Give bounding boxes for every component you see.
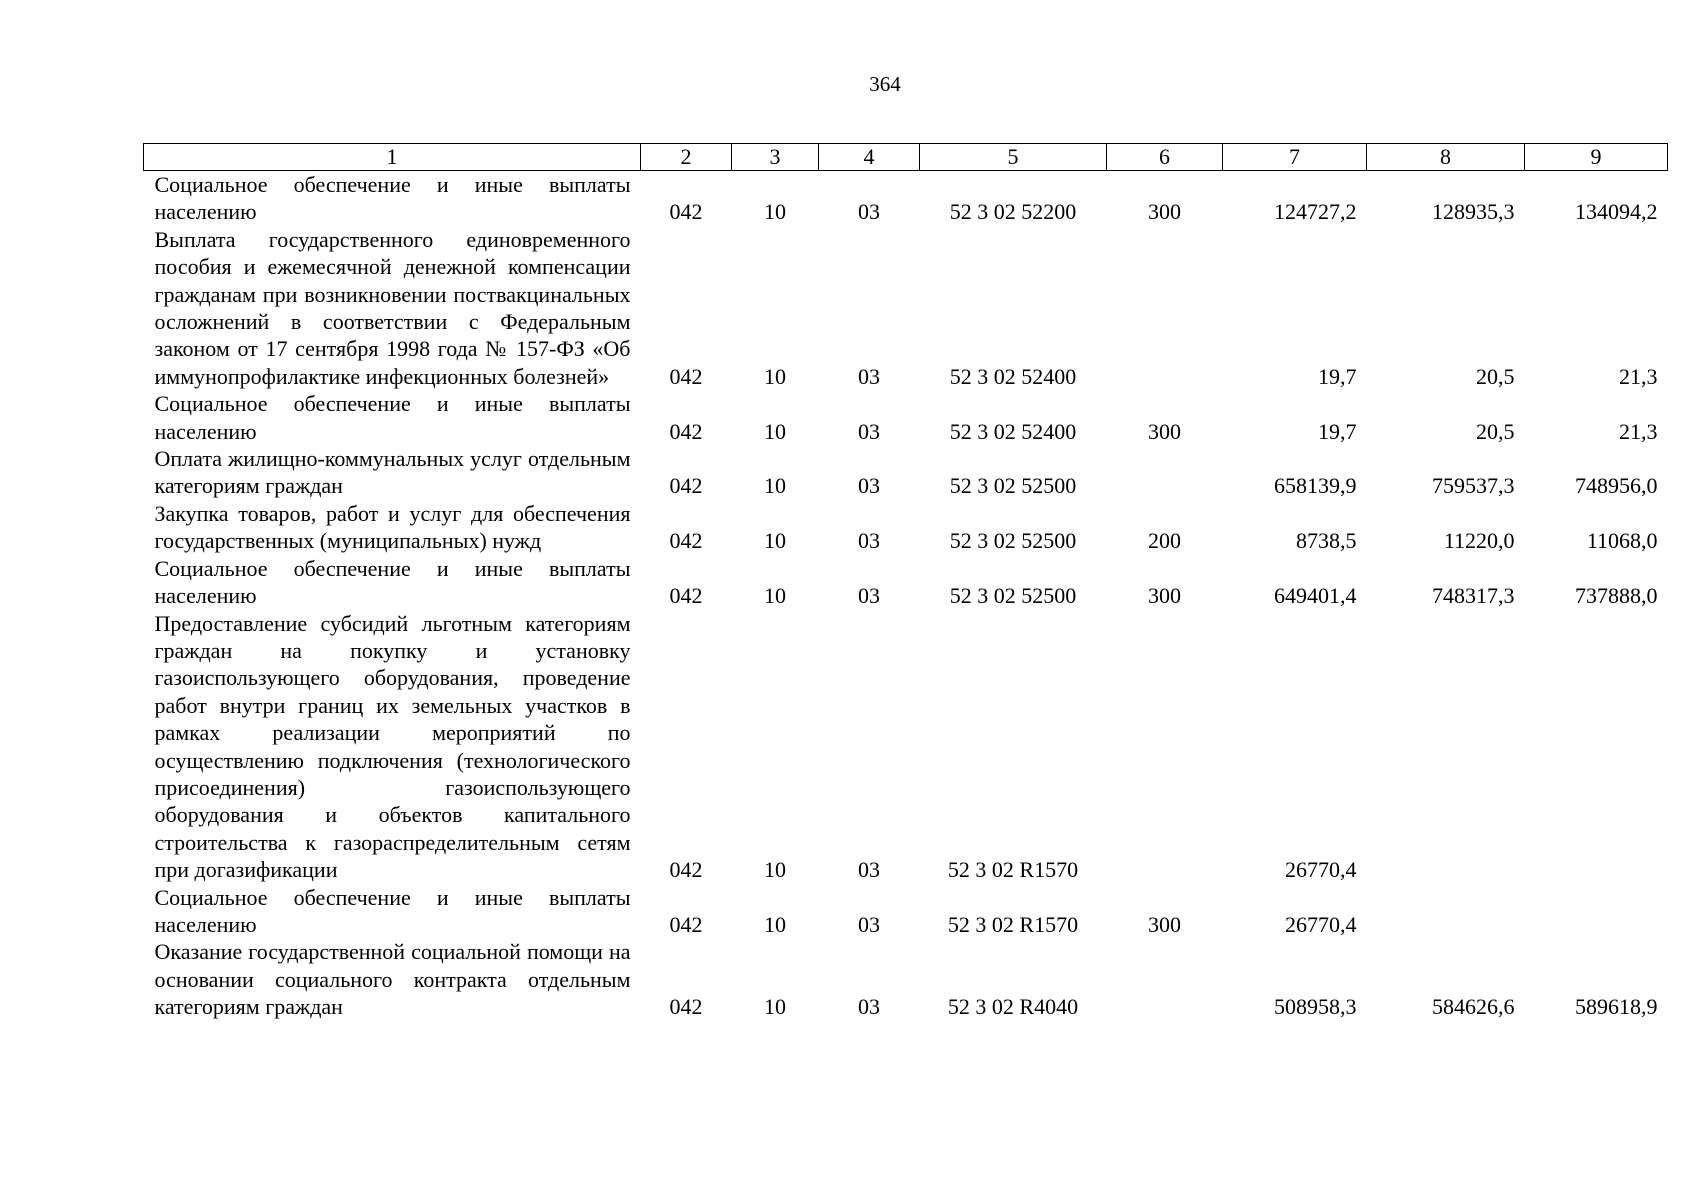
table-row — [144, 226, 1668, 390]
cell-col8: 11220,0 — [1443, 528, 1515, 554]
cell-col8: 748317,3 — [1432, 583, 1515, 609]
column-header-2: 2 — [641, 144, 732, 171]
cell-col6 — [1107, 938, 1223, 1020]
cell-col7: 649401,4 — [1274, 583, 1357, 609]
cell-col5: 52 3 02 R4040 — [947, 994, 1079, 1020]
cell-col5: 52 3 02 52500 — [949, 583, 1077, 609]
cell-col3: 10 — [764, 583, 786, 609]
cell-col5: 52 3 02 R1570 — [947, 857, 1079, 883]
cell-col8: 128935,3 — [1432, 199, 1515, 225]
column-header-6: 6 — [1107, 144, 1223, 171]
cell-col2: 042 — [669, 583, 703, 609]
cell-col9: 737888,0 — [1575, 583, 1658, 609]
cell-col6: 200 — [1148, 528, 1181, 554]
cell-col4: 03 — [858, 583, 880, 609]
table-row — [144, 610, 1668, 884]
row-description: Социальное обеспечение и иные выплаты населению — [154, 884, 631, 937]
column-header-9: 9 — [1525, 144, 1668, 171]
cell-col3: 10 — [764, 994, 786, 1020]
cell-col6 — [1107, 610, 1223, 884]
cell-col5: 52 3 02 52500 — [949, 528, 1077, 554]
column-header-4: 4 — [819, 144, 920, 171]
cell-col8: 20,5 — [1476, 363, 1515, 389]
column-header-8: 8 — [1367, 144, 1525, 171]
cell-col9: 134094,2 — [1575, 199, 1658, 225]
cell-col3: 10 — [764, 473, 786, 499]
cell-col3: 10 — [764, 528, 786, 554]
cell-col8: 584626,6 — [1432, 994, 1515, 1020]
cell-col8: 759537,3 — [1432, 473, 1515, 499]
row-description: Социальное обеспечение и иные выплаты населению — [154, 391, 631, 444]
table-row — [144, 555, 1668, 610]
cell-col7: 658139,9 — [1274, 473, 1357, 499]
cell-col5: 52 3 02 52400 — [949, 418, 1077, 444]
cell-col8 — [1367, 610, 1525, 884]
cell-col6 — [1107, 226, 1223, 390]
cell-col3: 10 — [764, 418, 786, 444]
cell-col5: 52 3 02 R1570 — [947, 911, 1079, 937]
cell-col5: 52 3 02 52200 — [949, 199, 1077, 225]
cell-col9 — [1525, 610, 1668, 884]
cell-col4: 03 — [858, 418, 880, 444]
cell-col7: 19,7 — [1318, 418, 1357, 444]
cell-col7: 26770,4 — [1285, 857, 1357, 883]
cell-col7: 19,7 — [1318, 363, 1357, 389]
cell-col6: 300 — [1148, 418, 1181, 444]
cell-col5: 52 3 02 52400 — [949, 363, 1077, 389]
table-row — [144, 171, 1668, 226]
cell-col2: 042 — [669, 528, 703, 554]
cell-col2: 042 — [669, 363, 703, 389]
table-row — [144, 884, 1668, 939]
table-row — [144, 390, 1668, 445]
cell-col4: 03 — [858, 199, 880, 225]
row-description: Выплата государственного единовременного пособия и ежемесячной денежной компенсации гражданам при возникновении поствакцинальных осложнений в соответствии с Федеральным законом от 17 сентября 1998 года № 157-ФЗ «Об иммунопрофилактике инфекционных болезней» — [154, 226, 631, 389]
row-description: Оказание государственной социальной помощи на основании социального контракта отдельным категориям граждан — [154, 939, 631, 1020]
page-number: 364 — [869, 72, 901, 96]
row-description: Социальное обеспечение и иные выплаты населению — [154, 172, 631, 225]
cell-col5: 52 3 02 52500 — [949, 473, 1077, 499]
cell-col3: 10 — [764, 199, 786, 225]
column-header-3: 3 — [732, 144, 819, 171]
cell-col9: 589618,9 — [1575, 994, 1658, 1020]
cell-col7: 508958,3 — [1274, 994, 1357, 1020]
column-header-1: 1 — [144, 144, 641, 171]
cell-col4: 03 — [858, 994, 880, 1020]
cell-col4: 03 — [858, 857, 880, 883]
cell-col9: 21,3 — [1619, 363, 1658, 389]
cell-col4: 03 — [858, 473, 880, 499]
cell-col3: 10 — [764, 857, 786, 883]
cell-col9: 11068,0 — [1586, 528, 1658, 554]
cell-col8: 20,5 — [1476, 418, 1515, 444]
row-description: Предоставление субсидий льготным категориям граждан на покупку и установку газоиспользующего оборудования, проведение работ внутри границ их земельных участков в рамках реализации мероприятий по осуществлению подключения (технологического присоединения) газоиспользующего оборудования и объектов капитального строительства к газораспределительным сетям при догазификации — [154, 610, 631, 883]
row-description: Оплата жилищно-коммунальных услуг отдельным категориям граждан — [154, 446, 631, 499]
column-header-7: 7 — [1223, 144, 1367, 171]
cell-col4: 03 — [858, 528, 880, 554]
cell-col9: 21,3 — [1619, 418, 1658, 444]
table-row — [144, 445, 1668, 500]
cell-col6: 300 — [1148, 583, 1181, 609]
cell-col3: 10 — [764, 911, 786, 937]
cell-col6: 300 — [1148, 199, 1181, 225]
row-description: Социальное обеспечение и иные выплаты населению — [154, 555, 631, 609]
cell-col7: 8738,5 — [1296, 528, 1357, 554]
cell-col8 — [1367, 884, 1525, 939]
cell-col4: 03 — [858, 363, 880, 389]
cell-col2: 042 — [669, 418, 703, 444]
cell-col7: 124727,2 — [1274, 199, 1357, 225]
table-row — [144, 500, 1668, 555]
cell-col2: 042 — [669, 857, 703, 883]
cell-col2: 042 — [669, 473, 703, 499]
row-description: Закупка товаров, работ и услуг для обеспечения государственных (муниципальных) нужд — [154, 500, 631, 554]
table-header-row — [144, 144, 1668, 171]
cell-col7: 26770,4 — [1285, 911, 1357, 937]
column-header-5: 5 — [920, 144, 1107, 171]
cell-col6 — [1107, 445, 1223, 500]
table-row — [144, 938, 1668, 1020]
cell-col4: 03 — [858, 911, 880, 937]
budget-table — [143, 143, 1668, 1021]
cell-col2: 042 — [669, 911, 703, 937]
cell-col9: 748956,0 — [1575, 473, 1658, 499]
cell-col2: 042 — [669, 994, 703, 1020]
cell-col6: 300 — [1148, 911, 1181, 937]
cell-col9 — [1525, 884, 1668, 939]
cell-col3: 10 — [764, 363, 786, 389]
cell-col2: 042 — [669, 199, 703, 225]
